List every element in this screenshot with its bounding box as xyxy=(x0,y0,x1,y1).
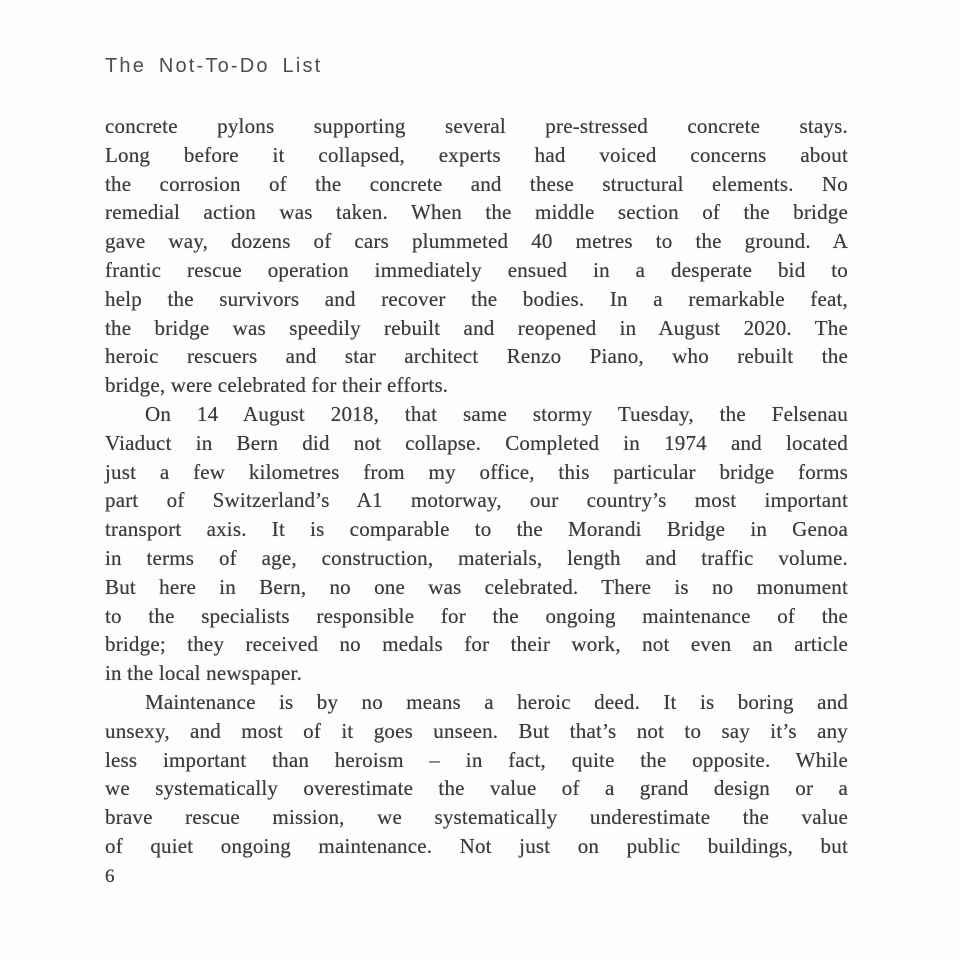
text-line: bridge, were celebrated for their efforts. xyxy=(105,373,449,398)
text-line: bridge; they received no medals for their work, not even an article xyxy=(105,632,848,657)
text-line: in the local newspaper. xyxy=(105,661,303,686)
text-line: less important than heroism – in fact, quite the opposite. While xyxy=(105,747,848,772)
text-line: just a few kilometres from my office, this particular bridge forms xyxy=(105,459,848,484)
text-line: we systematically overestimate the value of a grand design or a xyxy=(105,776,848,801)
text-line: help the survivors and recover the bodies. In a remarkable feat, xyxy=(105,286,848,311)
text-line: gave way, dozens of cars plummeted 40 metres to the ground. A xyxy=(105,229,848,254)
text-line: part of Switzerland’s A1 motorway, our country’s most important xyxy=(105,488,848,513)
text-line: On 14 August 2018, that same stormy Tuesday, the Felsenau xyxy=(145,401,848,426)
text-line: frantic rescue operation immediately ensued in a desperate bid to xyxy=(105,257,848,282)
text-line: heroic rescuers and star architect Renzo Piano, who rebuilt the xyxy=(105,344,848,369)
page-number: 6 xyxy=(105,866,115,887)
running-header: The Not-To-Do List xyxy=(105,55,323,77)
body-text xyxy=(105,112,848,861)
text-line: brave rescue mission, we systematically underestimate the value xyxy=(105,805,848,830)
text-line: to the specialists responsible for the ongoing maintenance of the xyxy=(105,603,848,628)
text-line: the corrosion of the concrete and these structural elements. No xyxy=(105,171,848,196)
text-line: Viaduct in Bern did not collapse. Completed in 1974 and located xyxy=(105,430,848,455)
text-line: Long before it collapsed, experts had voiced concerns about xyxy=(105,142,848,167)
text-line: concrete pylons supporting several pre-stressed concrete stays. xyxy=(105,114,848,138)
text-line: transport axis. It is comparable to the Morandi Bridge in Genoa xyxy=(105,517,848,542)
text-line: remedial action was taken. When the middle section of the bridge xyxy=(105,200,848,225)
text-line: of quiet ongoing maintenance. Not just on public buildings, but xyxy=(105,833,848,858)
text-line: But here in Bern, no one was celebrated. There is no monument xyxy=(105,574,848,599)
text-line: unsexy, and most of it goes unseen. But that’s not to say it’s any xyxy=(105,718,848,743)
text-line: Maintenance is by no means a heroic deed. It is boring and xyxy=(145,689,848,714)
text-line: the bridge was speedily rebuilt and reopened in August 2020. The xyxy=(105,315,848,340)
text-line: in terms of age, construction, materials, length and traffic volume. xyxy=(105,545,848,570)
